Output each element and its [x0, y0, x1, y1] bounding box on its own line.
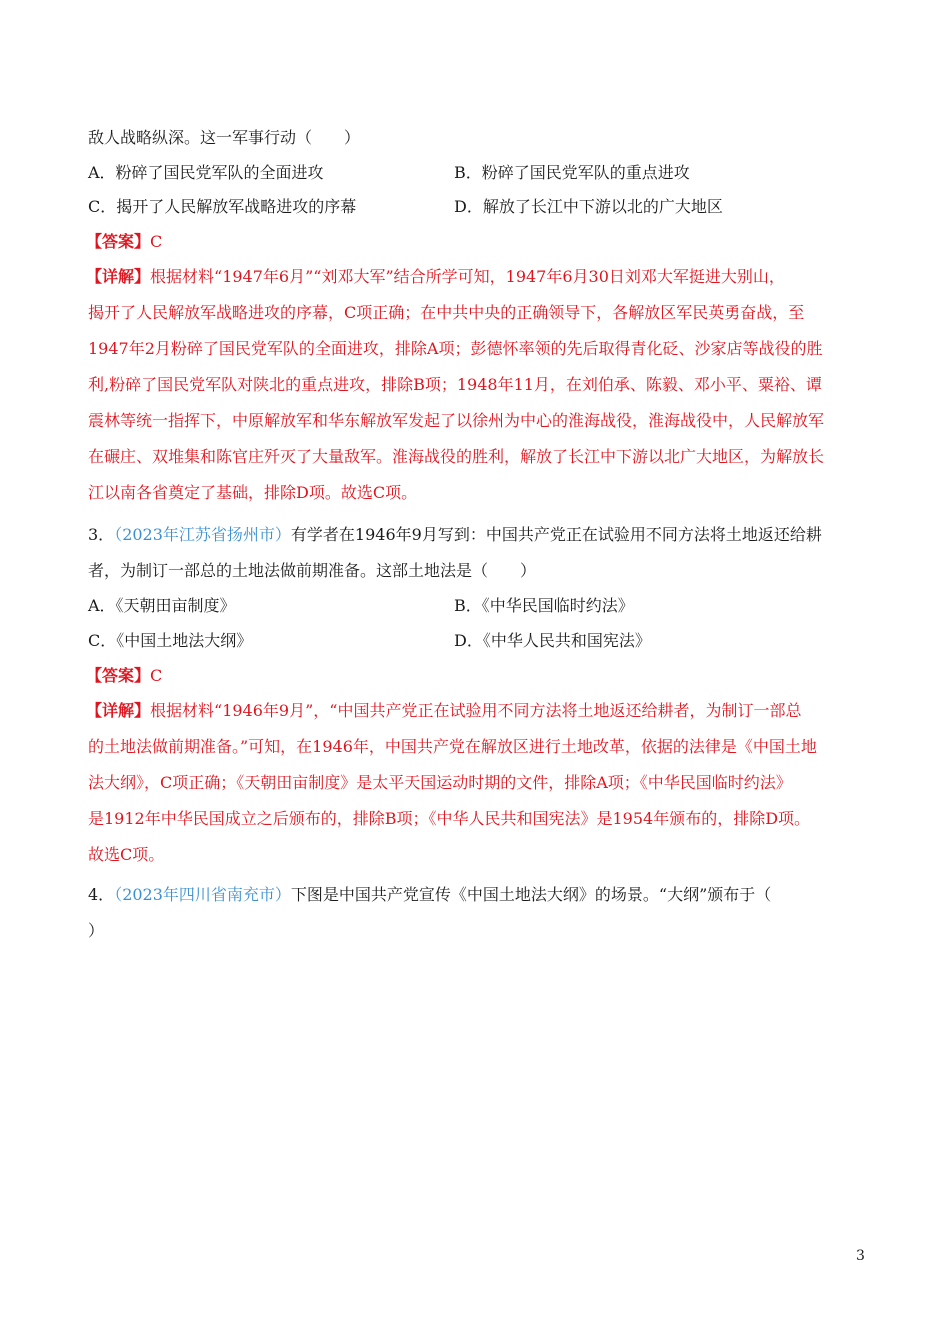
q3-detail-line-3: 法大纲》，C项正确；《天朝田亩制度》是太平天国运动时期的文件，排除A项；《中华民国临时约法》: [88, 773, 792, 792]
q3-answer-value: C: [150, 666, 163, 685]
q2-detail-line-1: [86, 266, 866, 288]
q2-detail-line-3: 1947年2月粉碎了国民党军队的全面进攻，排除A项；彭德怀率领的先后取得青化砭、沙家店等战役的胜: [88, 339, 823, 358]
q3-detail-label: 【详解】: [86, 701, 151, 720]
q2-option-d: D．解放了长江中下游以北的广大地区: [454, 197, 723, 216]
page-number: 3: [856, 1248, 865, 1264]
q3-number: 3．: [88, 525, 115, 544]
q4-number: 4．: [88, 885, 115, 904]
q3-option-a: A．《天朝田亩制度》: [88, 596, 236, 615]
q2-detail-label: 【详解】: [86, 267, 151, 286]
q3-stem-line-1: [88, 524, 868, 546]
q3-stem-text-1: 有学者在1946年9月写到：中国共产党正在试验用不同方法将土地返还给耕: [290, 525, 822, 544]
q2-option-b: B．粉碎了国民党军队的重点进攻: [454, 163, 690, 182]
q4-stem-line-1: [88, 884, 868, 906]
q2-answer-label: 【答案】: [86, 232, 151, 251]
q2-detail-line-6: 在碾庄、双堆集和陈官庄歼灭了大量敌军。淮海战役的胜利，解放了长江中下游以北广大地区，为解放长: [88, 447, 825, 466]
q3-answer-label: 【答案】: [86, 666, 151, 685]
q2-stem-tail: 敌人战略纵深。这一军事行动（ ）: [88, 128, 361, 147]
q2-detail-line-2: 揭开了人民解放军战略进攻的序幕，C项正确；在中共中央的正确领导下，各解放区军民英勇奋战，至: [88, 303, 805, 322]
q4-stem-line-2: ）: [88, 921, 105, 940]
q3-detail-line-2: 的土地法做前期准备。”可知，在1946年，中国共产党在解放区进行土地改革，依据的法律是《中国土地: [88, 737, 817, 756]
q4-stem-text-1: 下图是中国共产党宣传《中国土地法大纲》的场景。“大纲”颁布于（: [290, 885, 772, 904]
q2-detail-line-5: 震林等统一指挥下，中原解放军和华东解放军发起了以徐州为中心的淮海战役，淮海战役中，人民解放军: [88, 411, 825, 430]
q3-source: （2023年江苏省扬州市）: [114, 525, 291, 544]
q4-source: （2023年四川省南充市）: [114, 885, 291, 904]
q2-option-c: C．揭开了人民解放军战略进攻的序幕: [88, 197, 357, 216]
q3-stem-line-2: 者，为制订一部总的土地法做前期准备。这部土地法是（ ）: [88, 561, 537, 580]
q2-detail-text-1: 根据材料“1947年6月”“刘邓大军”结合所学可知，1947年6月30日刘邓大军挺进大别山，: [150, 267, 785, 286]
q2-answer-value: C: [150, 232, 163, 251]
q2-detail-line-7: 江以南各省奠定了基础，排除D项。故选C项。: [88, 483, 418, 502]
q2-answer: [86, 231, 866, 253]
q3-detail-line-1: [86, 700, 866, 722]
q3-option-c: C．《中国土地法大纲》: [88, 631, 253, 650]
q3-answer: [86, 665, 866, 687]
q2-detail-line-4: 利,粉碎了国民党军队对陕北的重点进攻，排除B项；1948年11月，在刘伯承、陈毅、邓小平、粟裕、谭: [88, 375, 822, 394]
q3-option-d: D．《中华人民共和国宪法》: [454, 631, 651, 650]
q3-option-b: B．《中华民国临时约法》: [454, 596, 634, 615]
q3-detail-line-5: 故选C项。: [88, 845, 165, 864]
q2-option-a: A．粉碎了国民党军队的全面进攻: [88, 163, 324, 182]
q3-detail-text-1: 根据材料“1946年9月”，“中国共产党正在试验用不同方法将土地返还给耕者，为制订一部总: [150, 701, 802, 720]
q3-detail-line-4: 是1912年中华民国成立之后颁布的，排除B项；《中华人民共和国宪法》是1954年颁布的，排除D项。: [88, 809, 811, 828]
